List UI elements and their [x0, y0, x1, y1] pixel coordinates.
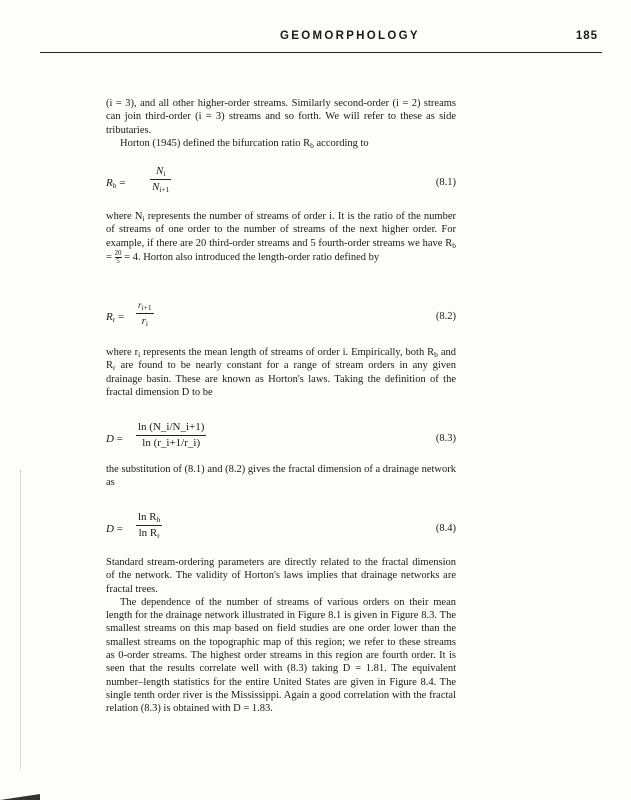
equation-number: (8.1): [435, 177, 456, 188]
paragraph-fractal-trees: Standard stream-ordering parameters are directly related to the fractal dimension of the network. The validity of Horton's laws implies that drainage networks are fractal trees.: [106, 557, 456, 595]
paragraph-substitution: the substitution of (8.1) and (8.2) gives the fractal dimension of a drainage network as: [106, 464, 456, 489]
text-block-2: [106, 210, 456, 265]
equation-8-3: D = $\frac{\ln (N\_i/N\_i+1)}{\ln (r\_i+1/r\_i)}$ (8.3): [106, 421, 456, 449]
equation-8-2: $R_r$ = $r_{i+1}$ $r_i$ (8.2): [106, 300, 456, 328]
paragraph-stream-statistics: The dependence of the number of streams of various orders on their mean length for the drainage network illustrated in Figure 8.1 is given in Figure 8.3. The smallest streams on this map based on field studies are one order lower than the smallest streams on the topographic map of this region; we refer to these streams as 0-order streams. The highest order streams in this region are fourth order. It is seen that the results correlate well with (8.3) taking D = 1.81. The equivalent number–length statistics for the entire United States are given in Figure 8.4. The single tenth order river is the Mississippi. Again a good correlation with the fractal relation (8.3) is obtained with D = 1.83.: [106, 596, 456, 715]
paragraph-horton-bifurcation: Horton (1945) defined the bifurcation ratio $R_b$ according to: [120, 137, 369, 150]
equation-number: (8.3): [435, 433, 456, 444]
text-block-3: [106, 346, 456, 399]
paragraph-side-tributaries: (i = 3), and all other higher-order streams. Similarly second-order (i = 2) streams can join third-order (i = 3) streams and so forth. We will refer to these as side tributaries.: [106, 98, 456, 136]
equation-number: (8.4): [435, 523, 456, 534]
page-number: 185: [575, 30, 598, 42]
paragraph-bifurcation-definition: where $N_i$ represents the number of streams of order i. It is the ratio of the number of streams of one order to the number of streams of the next higher order. For example, if there are 20 third-order streams and 5 fourth-order streams we have $R_b$ = $\frac{20}{5}$ = 4. Horton also introduced the length-order ratio defined by: [106, 211, 457, 265]
page-corner-shadow: [0, 790, 40, 800]
running-header: [40, 30, 600, 50]
running-title: GEOMORPHOLOGY: [280, 30, 420, 42]
text-block-5: [106, 556, 456, 716]
paragraph-hortons-laws: where $r_i$ represents the mean length of streams of order i. Empirically, both $R_b$ and $R_r$ are found to be nearly constant for a range of stream orders in any given drainage basin. These are known as Horton's laws. Taking the definition of the fractal dimension D to be: [106, 347, 456, 398]
equation-number: (8.2): [435, 311, 456, 322]
text-block-1: [106, 97, 456, 150]
equation-8-4: D = $\frac{\ln R_b}{\ln R_r}$ (8.4): [106, 511, 456, 540]
text-block-4: [106, 463, 456, 490]
equation-8-1: $R_b$ = $\frac{N_i}{N_{i+1}}$ (8.1): [106, 165, 456, 194]
header-rule: [40, 52, 602, 53]
page-gutter-mark: [20, 470, 22, 770]
